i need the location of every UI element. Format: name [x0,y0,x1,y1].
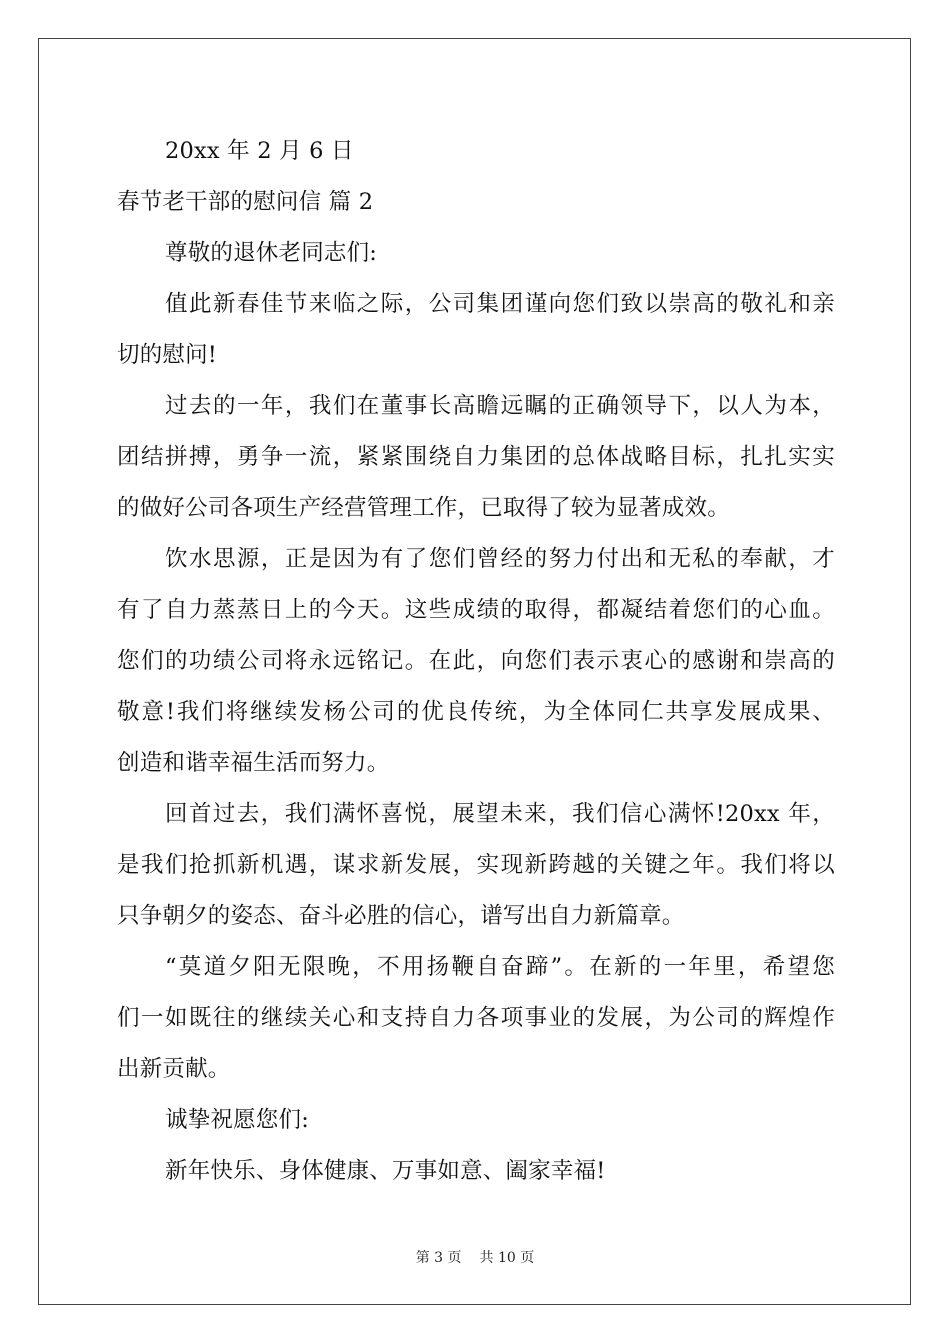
page-number: 第 3 页 [415,1250,462,1266]
paragraph-line: 回首过去，我们满怀喜悦，展望未来，我们信心满怀!20xx 年， [165,801,835,827]
paragraph-5 [117,944,835,1092]
letter-title: 春节老干部的慰问信 篇 2 [117,189,374,215]
paragraph-line: 团结拼搏，勇争一流，紧紧围绕自力集团的总体战略目标，扎扎实实 [117,444,835,470]
paragraph-line: 切的慰问! [117,342,218,368]
paragraph-line: 过去的一年，我们在董事长高瞻远瞩的正确领导下，以人为本， [165,393,835,419]
paragraph-3 [117,536,835,786]
paragraph-line: 创造和谐幸福生活而努力。 [117,750,390,776]
paragraph-line: 您们的功绩公司将永远铭记。在此，向您们表示衷心的感谢和崇高的 [117,648,835,674]
paragraph-line: 饮水思源，正是因为有了您们曾经的努力付出和无私的奉献，才 [165,546,835,572]
paragraph-line: “莫道夕阳无限晚，不用扬鞭自奋蹄”。在新的一年里，希望您 [165,954,835,980]
letter-salutation: 尊敬的退休老同志们: [165,240,378,266]
page-total: 共 10 页 [479,1250,535,1266]
paragraph-line: 只争朝夕的姿态、奋斗必胜的信心，谱写出自力新篇章。 [117,903,685,929]
page-footer [0,1247,950,1267]
paragraph-line: 的做好公司各项生产经营管理工作，已取得了较为显著成效。 [117,495,730,521]
paragraph-line: 值此新春佳节来临之际，公司集团谨向您们致以崇高的敬礼和亲 [165,291,835,317]
letter-closing: 诚挚祝愿您们: [165,1107,309,1133]
letter-date: 20xx 年 2 月 6 日 [165,138,354,164]
paragraph-4 [117,791,835,939]
paragraph-2 [117,383,835,531]
letter-wishes: 新年快乐、身体健康、万事如意、阖家幸福! [165,1158,606,1184]
paragraph-line: 们一如既往的继续关心和支持自力各项事业的发展，为公司的辉煌作 [117,1005,835,1031]
paragraph-line: 出新贡献。 [117,1056,231,1082]
paragraph-line: 敬意!我们将继续发杨公司的优良传统，为全体同仁共享发展成果、 [117,699,835,725]
paragraph-line: 是我们抢抓新机遇，谋求新发展，实现新跨越的关键之年。我们将以 [117,852,835,878]
paragraph-1 [117,281,835,378]
paragraph-line: 有了自力蒸蒸日上的今天。这些成绩的取得，都凝结着您们的心血。 [117,597,835,623]
letter-body [117,128,835,1199]
